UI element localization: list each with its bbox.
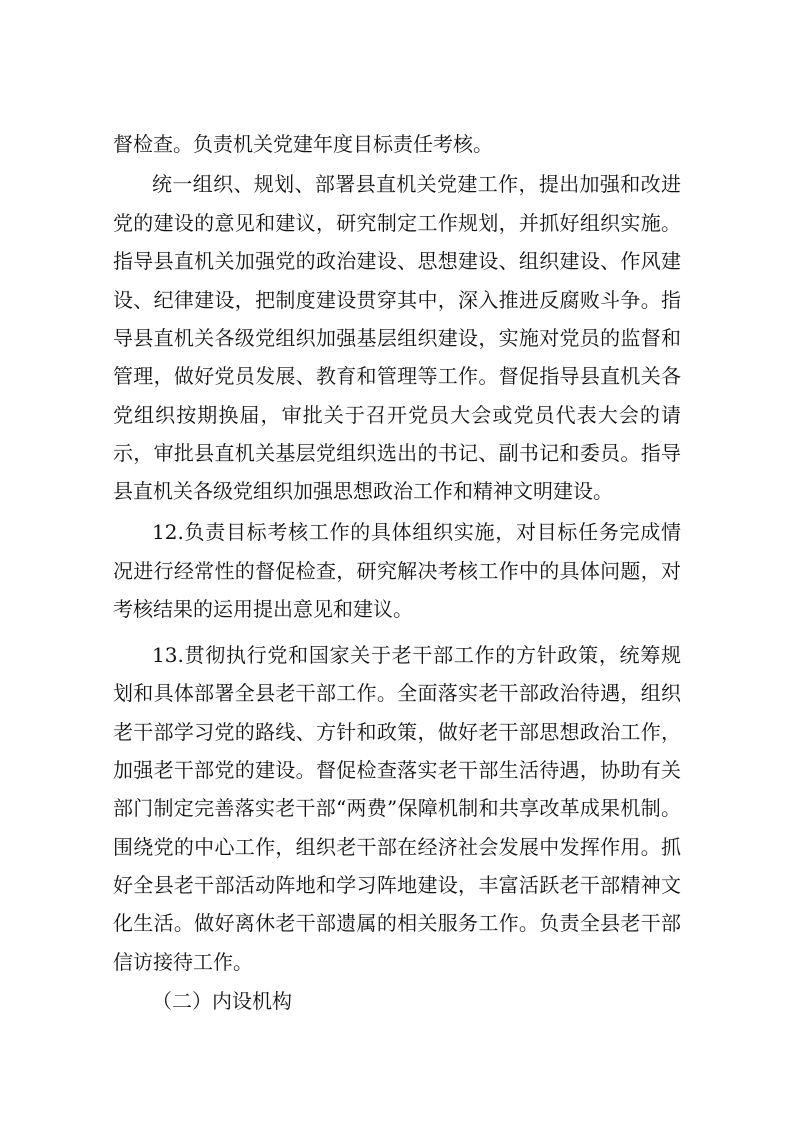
paragraph-party-line: 指导县直机关加强党的政治建设、思想建设、组织建设、作风建 [113, 249, 681, 273]
paragraph-party-line: 示，审批县直机关基层党组织选出的书记、副书记和委员。指导 [113, 441, 681, 465]
paragraph-13-line: 好全县老干部活动阵地和学习阵地建设，丰富活跃老干部精神文 [113, 873, 681, 897]
paragraph-13-line: 围绕党的中心工作，组织老干部在经济社会发展中发挥作用。抓 [113, 835, 681, 859]
paragraph-party-line: 党的建设的意见和建议，研究制定工作规划，并抓好组织实施。 [113, 211, 681, 235]
paragraph-13-line: 老干部学习党的路线、方针和政策，做好老干部思想政治工作， [113, 720, 681, 744]
paragraph-party-line: 党组织按期换届，审批关于召开党员大会或党员代表大会的请 [113, 403, 681, 427]
paragraph-13-line: 加强老干部党的建设。督促检查落实老干部生活待遇，协助有关 [113, 758, 681, 782]
paragraph-party-line: 统一组织、规划、部署县直机关党建工作，提出加强和改进 [152, 172, 681, 196]
paragraph-12-line: 考核结果的运用提出意见和建议。 [113, 597, 413, 621]
paragraph-12-line: 况进行经常性的督促检查，研究解决考核工作中的具体问题，对 [113, 559, 681, 583]
paragraph-party-line: 设、纪律建设，把制度建设贯穿其中，深入推进反腐败斗争。指 [113, 288, 681, 312]
paragraph-party-line: 县直机关各级党组织加强思想政治工作和精神文明建设。 [113, 479, 613, 503]
section-heading: （二）内设机构 [152, 989, 292, 1013]
paragraph-party-line: 导县直机关各级党组织加强基层组织建设，实施对党员的监督和 [113, 326, 681, 350]
paragraph-party-line: 管理，做好党员发展、教育和管理等工作。督促指导县直机关各 [113, 364, 681, 388]
paragraph-13-line: 信访接待工作。 [113, 950, 253, 974]
paragraph-13-line: 划和具体部署全县老干部工作。全面落实老干部政治待遇，组织 [113, 681, 681, 705]
paragraph-13-line: 化生活。做好离休老干部遗属的相关服务工作。负责全县老干部 [113, 911, 681, 935]
paragraph-12-line: 12.负责目标考核工作的具体组织实施，对目标任务完成情 [152, 520, 681, 544]
paragraph-13-line: 13.贯彻执行党和国家关于老干部工作的方针政策，统筹规 [152, 643, 681, 667]
paragraph-intro-line: 督检查。负责机关党建年度目标责任考核。 [113, 132, 493, 156]
paragraph-13-line: 部门制定完善落实老干部“两费”保障机制和共享改革成果机制。 [113, 796, 681, 820]
